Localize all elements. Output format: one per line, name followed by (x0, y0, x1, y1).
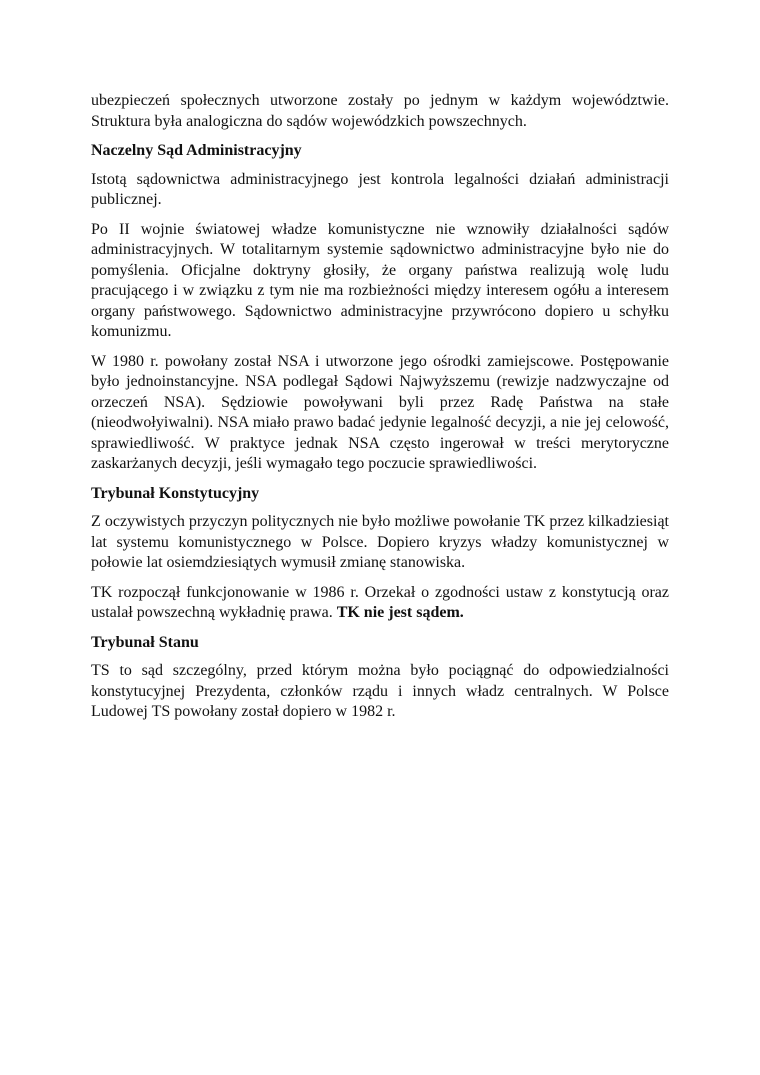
paragraph-nsa-1980: W 1980 r. powołany został NSA i utworzone jego ośrodki zamiejscowe. Postępowanie było jednoinstancyjne. NSA podlegał Sądowi Najwyższemu (rewizje nadzwyczajne od orzeczeń NSA). Sędziowie powoływani byli przez Radę Państwa na stałe (nieodwołyiwalni). NSA miało prawo badać jedynie legalność decyzji, a nie jej celowość, sprawiedliwość. W praktyce jednak NSA często ingerował w treści merytoryczne zaskarżanych decyzji, jeśli wymagało tego poczucie sprawiedliwości. (91, 352, 669, 472)
heading-nsa: Naczelny Sąd Administracyjny (91, 142, 302, 159)
paragraph-tk-origin: Z oczywistych przyczyn politycznych nie było możliwe powołanie TK przez kilkadziesiąt lat systemu komunistycznego w Polsce. Dopiero kryzys władzy komunistycznej w połowie lat osiemdziesiątych wymusił zmianę stanowiska. (91, 513, 669, 571)
paragraph-tk-function (91, 583, 669, 624)
paragraph-tk-function-text: TK rozpoczął funkcjonowanie w 1986 r. Orzekał o zgodności ustaw z konstytucją oraz ustalał powszechną wykładnię prawa. (91, 583, 669, 621)
heading-tk: Trybunał Konstytucyjny (91, 484, 260, 502)
paragraph-tk-function-bold: TK nie jest sądem. (336, 604, 464, 621)
paragraph-nsa-essence: Istotą sądownictwa administracyjnego jest kontrola legalności działań administracji publicznej. (91, 170, 669, 208)
heading-ts: Trybunał Stanu (91, 633, 199, 651)
paragraph-intro: ubezpieczeń społecznych utworzone zostały po jednym w każdym województwie. Struktura była analogiczna do sądów wojewódzkich powszechnych. (91, 92, 669, 130)
paragraph-nsa-history: Po II wojnie światowej władze komunistyczne nie wznowiły działalności sądów administracyjnych. W totalitarnym systemie sądownictwo administracyjne było nie do pomyślenia. Oficjalne doktryny głosiły, że organy państwa realizują wolę ludu pracującego i w związku z tym nie ma rozbieżności między interesem ogółu a interesem organy państwowego. Sądownictwo administracyjne przywrócono dopiero u schyłku komunizmu. (91, 220, 669, 340)
document-page (91, 91, 669, 732)
paragraph-ts: TS to sąd szczególny, przed którym można było pociągnąć do odpowiedzialności konstytucyjnej Prezydenta, członków rządu i innych władz centralnych. W Polsce Ludowej TS powołany został dopiero w 1982 r. (91, 662, 669, 720)
